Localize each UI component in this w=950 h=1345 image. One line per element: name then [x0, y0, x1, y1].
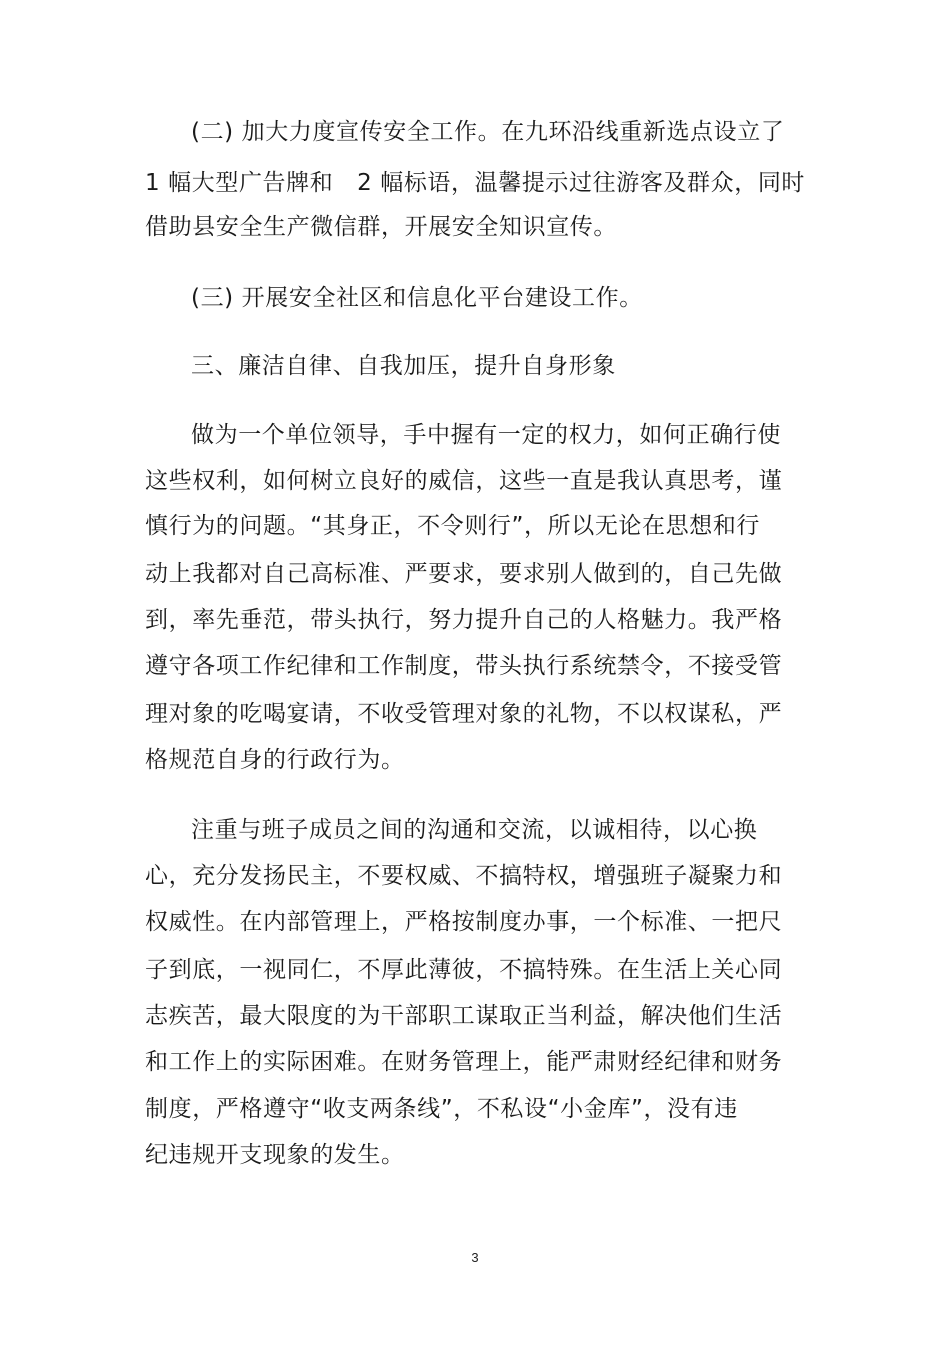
text-line: (三) 开展安全社区和信息化平台建设工作。 — [191, 285, 643, 311]
text-line: 子到底，一视同仁，不厚此薄彼，不搞特殊。在生活上关心同 — [145, 957, 783, 983]
text-line: (二) 加大力度宣传安全工作。在九环沿线重新选点设立了 — [191, 119, 785, 145]
text-line: 注重与班子成员之间的沟通和交流，以诚相待，以心换 — [191, 817, 758, 843]
text-line: 借助县安全生产微信群，开展安全知识宣传。 — [145, 214, 617, 240]
text-line: 和工作上的实际困难。在财务管理上，能严肃财经纪律和财务 — [145, 1049, 783, 1075]
text-line: 动上我都对自己高标准、严要求，要求别人做到的，自己先做 — [145, 561, 783, 587]
text-line: 权威性。在内部管理上，严格按制度办事，一个标准、一把尺 — [145, 909, 783, 935]
text-line: 这些权利，如何树立良好的威信，这些一直是我认真思考，谨 — [145, 468, 783, 494]
text-line: 理对象的吃喝宴请，不收受管理对象的礼物，不以权谋私，严 — [145, 701, 783, 727]
text-line: 制度，严格遵守“收支两条线”，不私设“小金库”，没有违 — [145, 1096, 738, 1122]
text-line: 慎行为的问题。“其身正，不令则行”，所以无论在思想和行 — [145, 513, 761, 539]
text-line: 到，率先垂范，带头执行，努力提升自己的人格魅力。我严格 — [145, 607, 783, 633]
text-line: 纪违规开支现象的发生。 — [145, 1142, 405, 1168]
text-line: 遵守各项工作纪律和工作制度，带头执行系统禁令，不接受管 — [145, 653, 783, 679]
text-line: 格规范自身的行政行为。 — [145, 747, 405, 773]
text-line: 1 幅大型广告牌和 2 幅标语，温馨提示过往游客及群众，同时 — [145, 170, 806, 196]
text-line: 做为一个单位领导，手中握有一定的权力，如何正确行使 — [191, 422, 781, 448]
page-number: 3 — [471, 1250, 479, 1265]
text-line: 心，充分发扬民主，不要权威、不搞特权，增强班子凝聚力和 — [145, 863, 783, 889]
section-heading: 三、廉洁自律、自我加压，提升自身形象 — [191, 353, 616, 379]
text-line: 志疾苦，最大限度的为干部职工谋取正当利益，解决他们生活 — [145, 1003, 783, 1029]
